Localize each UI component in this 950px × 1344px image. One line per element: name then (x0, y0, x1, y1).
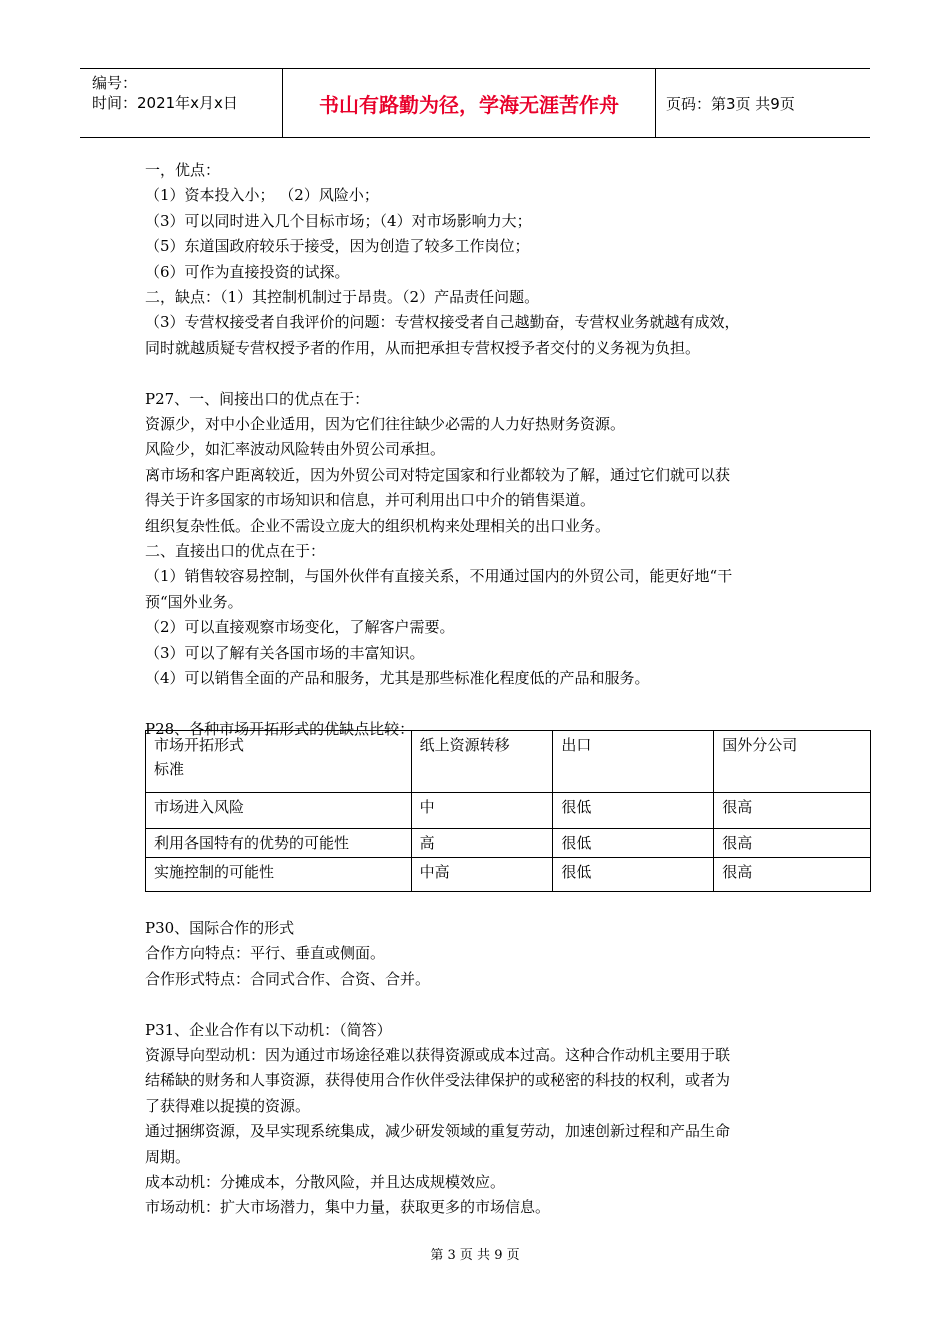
text-line: P28、各种市场开拓形式的优缺点比较： (145, 719, 415, 738)
text-line: P27、一、间接出口的优点在于： (145, 389, 370, 408)
text-line: （2）可以直接观察市场变化，了解客户需要。 (145, 618, 455, 637)
text-line: 通过捆绑资源，及早实现系统集成，减少研发领域的重复劳动，加速创新过程和产品生命 (145, 1122, 731, 1141)
text-line: （6）可作为直接投资的试探。 (145, 262, 350, 281)
table-row (146, 829, 871, 858)
text-line: 市场动机：扩大市场潜力，集中力量，获取更多的市场信息。 (145, 1198, 551, 1217)
text-line: 风险少，如汇率波动风险转由外贸公司承担。 (145, 440, 446, 459)
text-line: （5）东道国政府较乐于接受，因为创造了较多工作岗位； (145, 237, 530, 256)
table-cell: 很低 (553, 858, 714, 892)
text-line: 离市场和客户距离较近，因为外贸公司对特定国家和行业都较为了解，通过它们就可以获 (145, 465, 731, 484)
text-line: 成本动机：分摊成本，分散风险，并且达成规模效应。 (145, 1173, 506, 1192)
header-motto: 书山有路勤为径，学海无涯苦作舟 (283, 69, 656, 137)
text-line: 结稀缺的财务和人事资源，获得使用合作伙伴受法律保护的或秘密的科技的权利，或者为 (145, 1071, 731, 1090)
table-header-row (146, 731, 871, 793)
text-line: 组织复杂性低。企业不需设立庞大的组织机构来处理相关的出口业务。 (145, 516, 611, 535)
table-cell: 市场进入风险 (146, 793, 412, 829)
blank-line (145, 361, 810, 386)
table-header-cell: 市场开拓形式 标准 (146, 731, 412, 793)
text-line: （3）专营权接受者自我评价的问题：专营权接受者自己越勤奋，专营权业务就越有成效， (145, 313, 740, 332)
table-cell: 利用各国特有的优势的可能性 (146, 829, 412, 858)
text-line: （1）资本投入小； （2）风险小； (145, 186, 379, 205)
body-text-bottom (145, 916, 810, 1221)
text-line: 预“国外业务。 (145, 592, 243, 611)
table-row (146, 858, 871, 892)
table-cell: 中 (411, 793, 553, 829)
text-line: 同时就越质疑专营权授予者的作用，从而把承担专营权授予者交付的义务视为负担。 (145, 338, 701, 357)
table-cell: 很高 (714, 793, 871, 829)
table-cell: 很低 (553, 829, 714, 858)
comparison-table (145, 730, 871, 892)
header-page-number: 页码：第3页 共9页 (666, 94, 795, 113)
blank-line (145, 992, 810, 1017)
header-meta (80, 69, 283, 137)
text-line: 二、直接出口的优点在于： (145, 542, 326, 561)
header-date: 时间：2021年x月x日 (92, 94, 238, 112)
text-line: （3）可以了解有关各国市场的丰富知识。 (145, 643, 425, 662)
text-line: （1）销售较容易控制，与国外伙伴有直接关系，不用通过国内的外贸公司，能更好地“干 (145, 567, 733, 586)
text-line: 得关于许多国家的市场知识和信息，并可利用出口中介的销售渠道。 (145, 491, 596, 510)
table-cell: 实施控制的可能性 (146, 858, 412, 892)
text-line: 了获得难以捉摸的资源。 (145, 1096, 311, 1115)
table-row (146, 793, 871, 829)
page-header (80, 68, 870, 138)
text-line: 二，缺点：（1）其控制机制过于昂贵。（2）产品责任问题。 (145, 288, 540, 307)
header-number: 编号： (92, 74, 138, 92)
text-line: 资源导向型动机：因为通过市场途径难以获得资源或成本过高。这种合作动机主要用于联 (145, 1046, 731, 1065)
table-cell: 中高 (411, 858, 553, 892)
blank-line (145, 692, 810, 717)
text-line: （4）可以销售全面的产品和服务，尤其是那些标准化程度低的产品和服务。 (145, 669, 650, 688)
table-cell: 很低 (553, 793, 714, 829)
text-line: （3）可以同时进入几个目标市场；（4）对市场影响力大； (145, 211, 532, 230)
page-footer: 第 3 页 共 9 页 (430, 1248, 520, 1263)
table-header-cell: 国外分公司 (714, 731, 871, 793)
text-line: 合作方向特点：平行、垂直或侧面。 (145, 944, 386, 963)
table-cell: 高 (411, 829, 553, 858)
body-text-top (145, 158, 810, 742)
table-header-cell: 纸上资源转移 (411, 731, 553, 793)
table-cell: 很高 (714, 829, 871, 858)
text-line: 周期。 (145, 1147, 191, 1166)
text-line: P31、企业合作有以下动机：（简答） (145, 1020, 392, 1039)
table-cell: 很高 (714, 858, 871, 892)
table-header-cell: 出口 (553, 731, 714, 793)
text-line: 资源少，对中小企业适用，因为它们往往缺少必需的人力好热财务资源。 (145, 415, 626, 434)
text-line: 合作形式特点：合同式合作、合资、合并。 (145, 969, 431, 988)
text-line: 一，优点： (145, 161, 221, 179)
text-line: P30、国际合作的形式 (145, 919, 295, 937)
